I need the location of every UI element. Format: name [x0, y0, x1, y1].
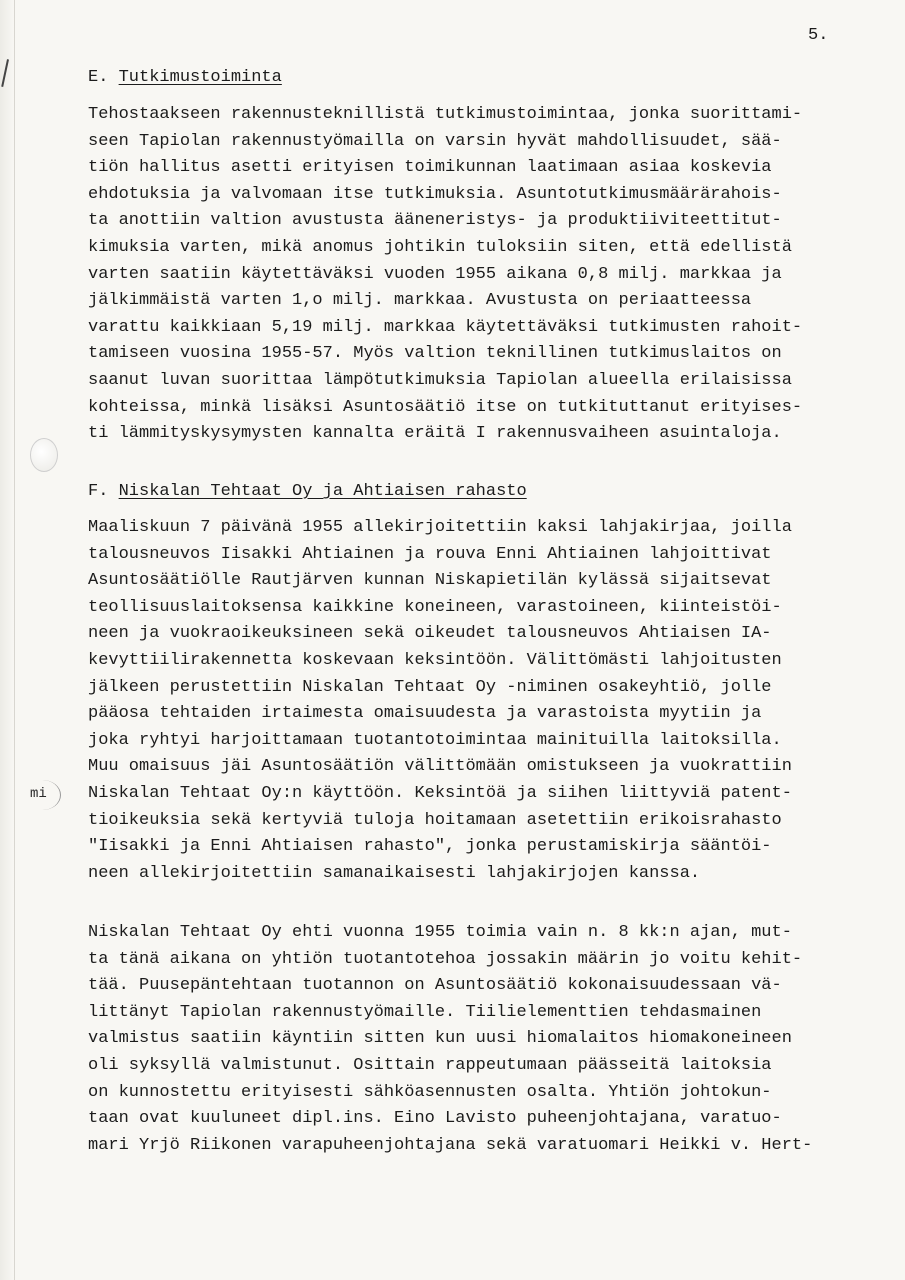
section-e-paragraph [88, 102, 802, 448]
text-line: tamiseen vuosina 1955-57. Myös valtion teknillinen tutkimuslaitos on [88, 344, 782, 364]
text-line: littänyt Tapiolan rakennustyömaille. Tiilielementtien tehdasmainen [88, 1002, 762, 1022]
section-f-title: Niskalan Tehtaat Oy ja Ahtiaisen rahasto [118, 482, 527, 501]
text-line: Tehostaakseen rakennusteknillistä tutkimustoimintaa, jonka suorittami- [88, 105, 803, 124]
punch-hole [30, 438, 58, 472]
text-line: ti lämmityskysymysten kannalta eräitä I rakennusvaiheen asuintaloja. [88, 424, 782, 444]
text-line: talousneuvos Iisakki Ahtiainen ja rouva Enni Ahtiainen lahjoittivat [88, 544, 772, 564]
text-line: varattu kaikkiaan 5,19 milj. markkaa käytettäväksi tutkimusten rahoit- [88, 317, 803, 337]
section-e-title: Tutkimustoiminta [118, 68, 282, 87]
text-line: saanut luvan suorittaa lämpötutkimuksia Tapiolan alueella erilaisissa [88, 370, 792, 390]
text-line: Muu omaisuus jäi Asuntosäätiön välittömään omistukseen ja vuokrattiin [88, 757, 792, 777]
text-line: tiön hallitus asetti erityisen toimikunnan laatimaan asiaa koskevia [88, 158, 772, 178]
text-line: mari Yrjö Riikonen varapuheenjohtajana sekä varatuomari Heikki v. Hert- [88, 1135, 813, 1155]
text-line: taan ovat kuuluneet dipl.ins. Eino Lavisto puheenjohtajana, varatuo- [88, 1109, 782, 1129]
page-number: 5. [808, 26, 829, 45]
text-line: tioikeuksia sekä kertyviä tuloja hoitamaan asetettiin erikoisrahasto [88, 810, 782, 830]
text-line: joka ryhtyi harjoittamaan tuotantotoimintaa mainituilla laitoksilla. [88, 730, 782, 750]
text-line: Maaliskuun 7 päivänä 1955 allekirjoitettiin kaksi lahjakirjaa, joilla [88, 518, 792, 537]
text-line: kimuksia varten, mikä anomus johtikin tuloksiin siten, että edellistä [88, 237, 792, 257]
text-line: Asuntosäätiölle Rautjärven kunnan Niskapietilän kylässä sijaitsevat [88, 571, 772, 591]
text-line: varten saatiin käytettäväksi vuoden 1955 aikana 0,8 milj. markkaa ja [88, 264, 782, 284]
section-f-heading [88, 482, 527, 501]
section-f-letter: F. [88, 482, 109, 501]
text-line: Niskalan Tehtaat Oy ehti vuonna 1955 toimia vain n. 8 kk:n ajan, mut- [88, 923, 792, 942]
text-line: on kunnostettu erityisesti sähköasennusten osalta. Yhtiön johtokun- [88, 1082, 772, 1102]
text-line: teollisuuslaitoksensa kaikkine koneineen, varastoineen, kiinteistöi- [88, 597, 782, 617]
text-line: valmistus saatiin käyntiin sitten kun uusi hiomalaitos hiomakoneineen [88, 1029, 792, 1049]
text-line: kohteissa, minkä lisäksi Asuntosäätiö itse on tutkituttanut erityises- [88, 397, 803, 417]
margin-annotation: mi [30, 786, 47, 802]
text-line: jälkimmäistä varten 1,o milj. markkaa. Avustusta on periaatteessa [88, 291, 752, 311]
text-line: neen allekirjoitettiin samanaikaisesti lahjakirjojen kanssa. [88, 863, 701, 883]
text-line: oli syksyllä valmistunut. Osittain rappeutumaan päässeitä laitoksia [88, 1055, 772, 1075]
section-e-letter: E. [88, 68, 109, 87]
page-binding-edge [0, 0, 15, 1280]
text-line: seen Tapiolan rakennustyömailla on varsin hyvät mahdollisuudet, sää- [88, 131, 782, 151]
text-line: tää. Puusepäntehtaan tuotannon on Asuntosäätiö kokonaisuudessaan vä- [88, 976, 782, 996]
text-line: ehdotuksia ja valvomaan itse tutkimuksia. Asuntotutkimusmäärärahois- [88, 184, 782, 204]
text-line: Niskalan Tehtaat Oy:n käyttöön. Keksintöä ja siihen liittyviä patent- [88, 783, 792, 803]
text-line: ta anottiin valtion avustusta ääneneristys- ja produktiiviteettitut- [88, 211, 782, 231]
text-line: neen ja vuokraoikeuksineen sekä oikeudet talousneuvos Ahtiaisen IA- [88, 624, 772, 644]
text-line: kevyttiilirakennetta koskevaan keksintöön. Välittömästi lahjoitusten [88, 650, 782, 670]
paragraph-3 [88, 920, 812, 1159]
text-line: ta tänä aikana on yhtiön tuotantotehoa jossakin määrin jo voitu kehit- [88, 949, 803, 969]
text-line: "Iisakki ja Enni Ahtiaisen rahasto", jonka perustamiskirja sääntöi- [88, 837, 772, 857]
section-e-heading [88, 68, 282, 87]
text-line: jälkeen perustettiin Niskalan Tehtaat Oy -niminen osakeyhtiö, jolle [88, 677, 772, 697]
section-f-paragraph [88, 515, 792, 887]
text-line: pääosa tehtaiden irtaimesta omaisuudesta ja varastoista myytiin ja [88, 704, 762, 724]
